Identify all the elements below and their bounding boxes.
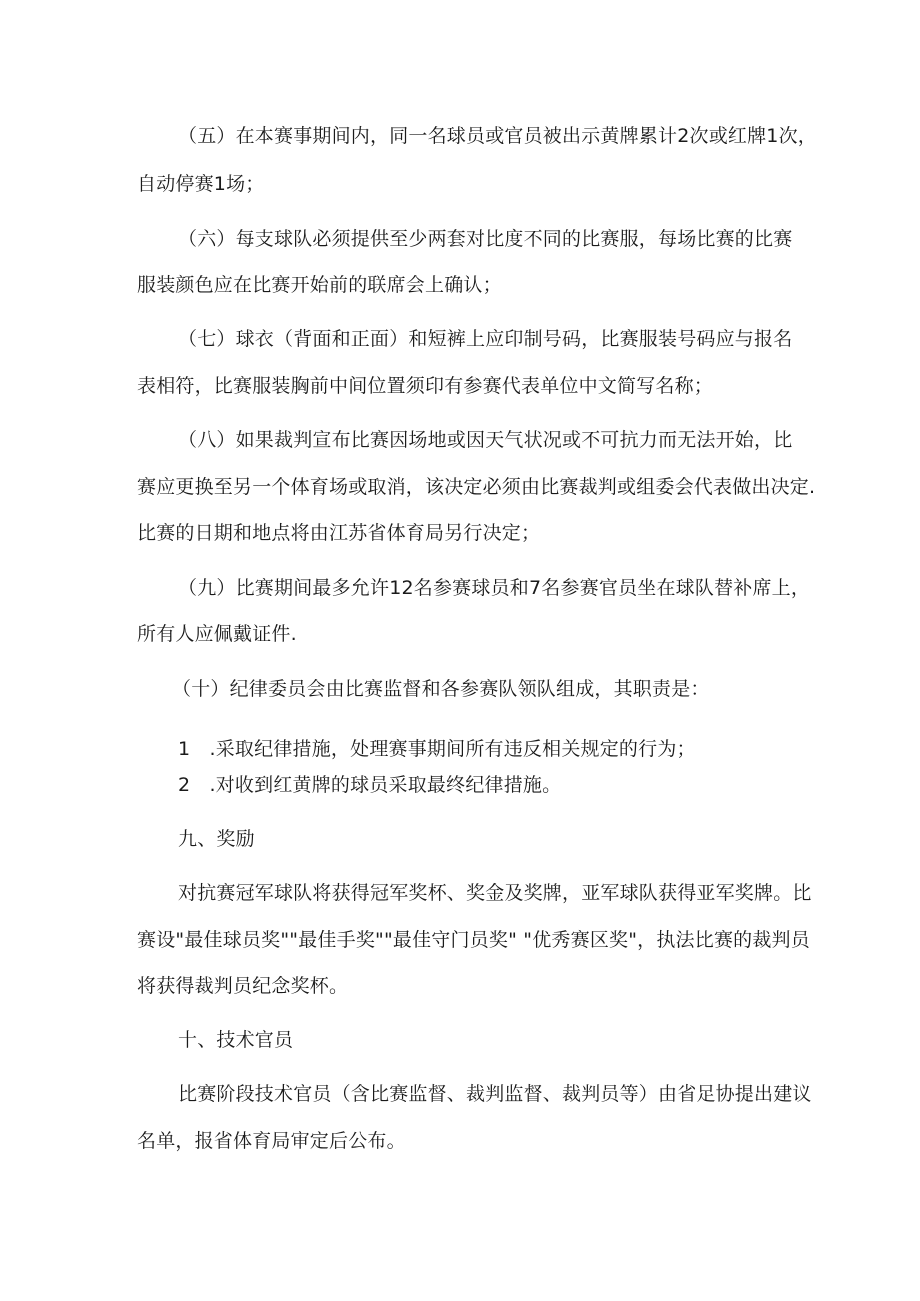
paragraph-line: （九）比赛期间最多允许12名参赛球员和7名参赛官员坐在球队替补席上， [178, 577, 811, 599]
paragraph-line: 所有人应佩戴证件. [137, 623, 297, 645]
paragraph-line: （六）每支球队必须提供至少两套对比度不同的比赛服，每场比赛的比赛 [178, 228, 793, 250]
paragraph-line: 将获得裁判员纪念奖杯。 [137, 975, 349, 997]
paragraph-line: 表相符，比赛服装胸前中间位置须印有参赛代表单位中文简写名称； [137, 375, 714, 397]
section-heading: 九、奖励 [178, 828, 255, 850]
paragraph-line: 赛设"最佳球员奖""最佳手奖""最佳守门员奖" "优秀赛区奖"，执法比赛的裁判员 [137, 929, 810, 951]
paragraph-line: 自动停赛1场； [137, 173, 265, 195]
paragraph-line: 赛应更换至另一个体育场或取消，该决定必须由比赛裁判或组委会代表做出决定. [137, 476, 816, 498]
paragraph-line: 服装颜色应在比赛开始前的联席会上确认； [137, 274, 502, 296]
list-item: 1 .采取纪律措施，处理赛事期间所有违反相关规定的行为； [178, 738, 696, 760]
paragraph-line: （八）如果裁判宣布比赛因场地或因天气状况或不可抗力而无法开始，比 [178, 429, 793, 451]
paragraph-line: （五）在本赛事期间内，同一名球员或官员被出示黄牌累计2次或红牌1次， [178, 125, 817, 147]
list-item: 2 .对收到红黄牌的球员采取最终纪律措施。 [178, 774, 562, 796]
paragraph-line: （十）纪律委员会由比赛监督和各参赛队领队组成，其职责是： [172, 678, 710, 700]
paragraph-line: 对抗赛冠军球队将获得冠军奖杯、奖金及奖牌，亚军球队获得亚军奖牌。比 [178, 882, 812, 904]
paragraph-line: 比赛阶段技术官员（含比赛监督、裁判监督、裁判员等）由省足协提出建议 [178, 1083, 812, 1105]
section-heading: 十、技术官员 [178, 1029, 294, 1051]
paragraph-line: （七）球衣（背面和正面）和短裤上应印制号码，比赛服装号码应与报名 [178, 328, 793, 350]
paragraph-line: 比赛的日期和地点将由江苏省体育局另行决定； [137, 522, 541, 544]
paragraph-line: 名单，报省体育局审定后公布。 [137, 1130, 406, 1152]
